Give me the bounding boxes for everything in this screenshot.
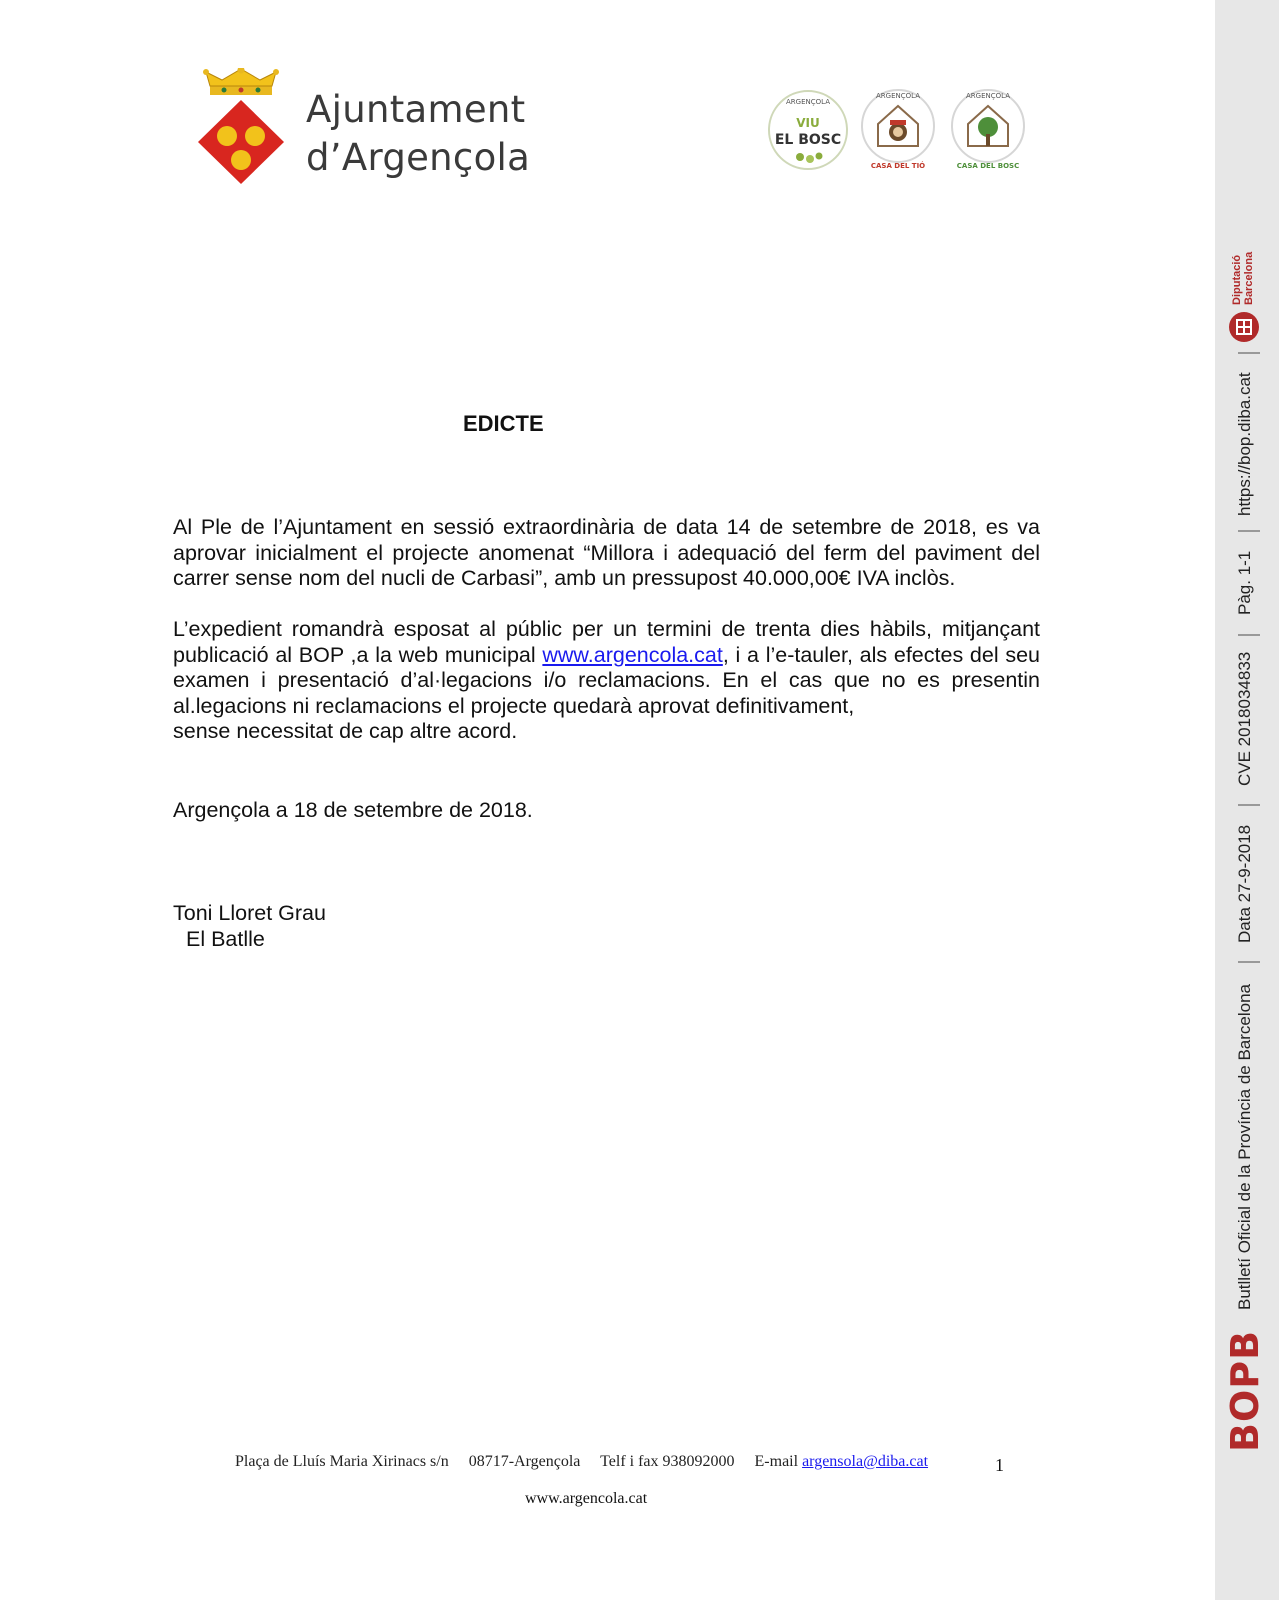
diputacio-line1: Diputació	[1231, 254, 1243, 305]
bop-date: Data 27-9-2018	[1235, 824, 1254, 943]
signer-name: Toni Lloret Grau	[173, 901, 326, 925]
bop-url: https://bop.diba.cat	[1235, 372, 1254, 516]
sidebar-separator	[1238, 634, 1260, 636]
place-and-date: Argençola a 18 de setembre de 2018.	[173, 798, 533, 822]
diputacio-label	[1231, 252, 1255, 305]
page-number: 1	[995, 1455, 1004, 1475]
svg-text:ARGENÇOLA: ARGENÇOLA	[966, 92, 1010, 100]
bopb-logo: BOPB	[1223, 1329, 1267, 1452]
shield-icon	[198, 100, 284, 184]
bop-cve: CVE 2018034833	[1235, 651, 1254, 786]
coat-of-arms-logo	[196, 68, 286, 188]
footer-contact	[235, 1453, 928, 1471]
footer-phone: Telf i fax 938092000	[600, 1453, 735, 1470]
casa-del-bosc-badge	[944, 84, 1032, 176]
svg-text:CASA DEL TIÓ: CASA DEL TIÓ	[870, 162, 926, 170]
paragraph-exposure	[173, 617, 1040, 745]
sidebar-separator	[1238, 804, 1260, 806]
signer-role: El Batlle	[186, 927, 265, 951]
svg-text:CASA DEL BOSC: CASA DEL BOSC	[956, 162, 1020, 170]
municipal-website-link[interactable]: www.argencola.cat	[542, 642, 723, 667]
footer-email-label: E-mail	[754, 1453, 799, 1470]
document-title: EDICTE	[463, 411, 544, 436]
bulletin-name: Butlletí Oficial de la Província de Barcelona	[1235, 983, 1254, 1310]
svg-text:ARGENÇOLA: ARGENÇOLA	[876, 92, 920, 100]
footer-address: Plaça de Lluís Maria Xirinacs s/n	[235, 1453, 449, 1470]
sidebar-separator	[1238, 352, 1260, 354]
paragraph-exposure-text-a: L’expedient romandrà esposat al públic per un termini de trenta dies hàbils, mitjançant publicació al BOP ,a la web municipal	[173, 617, 1040, 667]
svg-text:VIU: VIU	[796, 116, 820, 130]
casa-del-tio-badge	[854, 84, 942, 176]
org-name-line2: d’Argençola	[306, 136, 531, 179]
paragraph-exposure-text-b: , i a l’e-tauler, als efectes del seu examen i presentació d’al·legacions i/o reclamacions. En el cas que no es presentin al.legacions ni reclamacions el projecte quedarà aprovat definitivament,	[173, 642, 1041, 718]
municipality-name	[306, 86, 530, 182]
svg-text:EL BOSC: EL BOSC	[774, 132, 842, 148]
crown-icon	[203, 68, 279, 95]
org-name-line1: Ajuntament	[306, 88, 526, 131]
sidebar-separator	[1238, 530, 1260, 532]
diputacio-logo-icon	[1228, 311, 1260, 343]
diputacio-line2: Barcelona	[1243, 251, 1255, 305]
footer-postal: 08717-Argençola	[468, 1453, 581, 1470]
event-badges	[764, 84, 1036, 176]
viu-el-bosc-badge	[764, 84, 852, 176]
paragraph-exposure-last-line: sense necessitat de cap altre acord.	[173, 719, 518, 743]
sidebar-separator	[1238, 961, 1260, 963]
paragraph-approval: Al Ple de l’Ajuntament en sessió extraordinària de data 14 de setembre de 2018, es va aprovar inicialment el projecte anomenat “Millora i adequació del ferm del paviment del carrer sense nom del nucli de Carbasi”, amb un pressupost 40.000,00€ IVA inclòs.	[173, 515, 1040, 590]
bop-page: Pàg. 1-1	[1235, 550, 1254, 615]
footer-website: www.argencola.cat	[525, 1490, 648, 1507]
footer-email-link[interactable]: argensola@diba.cat	[802, 1453, 929, 1470]
svg-text:ARGENÇOLA: ARGENÇOLA	[786, 98, 830, 106]
